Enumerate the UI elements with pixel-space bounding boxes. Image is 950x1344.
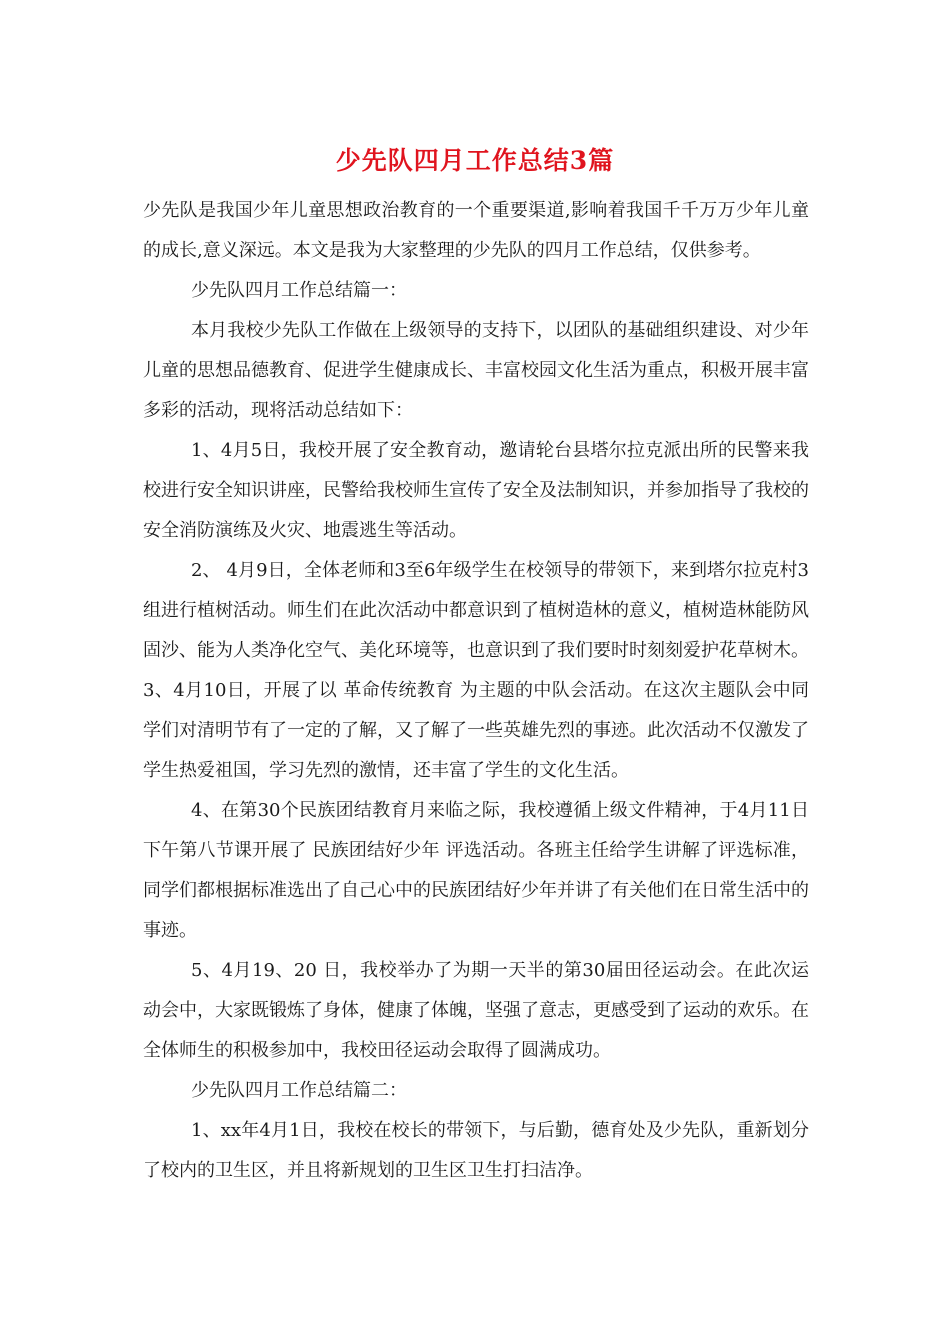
section-heading-two: 少先队四月工作总结篇二： [191, 1080, 407, 1101]
paragraph: 1、4月5日，我校开展了安全教育动，邀请轮台县塔尔拉克派出所的民警来我校进行安全知识讲座，民警给我校师生宣传了安全及法制知识，并参加指导了我校的安全消防演练及火灾、地震逃生等活动。 [143, 440, 809, 541]
section-heading-one: 少先队四月工作总结篇一： [191, 280, 407, 301]
paragraph: 本月我校少先队工作做在上级领导的支持下，以团队的基础组织建设、对少年儿童的思想品德教育、促进学生健康成长、丰富校园文化生活为重点，积极开展丰富多彩的活动，现将活动总结如下： [143, 320, 809, 421]
document-body [143, 191, 809, 1191]
document-title: 少先队四月工作总结3篇 [335, 146, 615, 175]
paragraph: 1、xx年4月1日，我校在校长的带领下，与后勤，德育处及少先队，重新划分了校内的卫生区，并且将新规划的卫生区卫生打扫洁净。 [143, 1120, 809, 1181]
paragraph: 4、在第30个民族团结教育月来临之际，我校遵循上级文件精神，于4月11日下午第八节课开展了 民族团结好少年 评选活动。各班主任给学生讲解了评选标准，同学们都根据标准选出了自己心中的民族团结好少年并讲了有关他们在日常生活中的事迹。 [143, 800, 809, 941]
paragraph: 2、 4月9日，全体老师和3至6年级学生在校领导的带领下，来到塔尔拉克村3组进行植树活动。师生们在此次活动中都意识到了植树造林的意义，植树造林能防风固沙、能为人类净化空气、美化环境等，也意识到了我们要时时刻刻爱护花草树木。 3、4月10日，开展了以 革命传统教育 为主题的中队会活动。在这次主题队会中同学们对清明节有了一定的了解，又了解了一些英雄先烈的事迹。此次活动不仅激发了学生热爱祖国，学习先烈的激情，还丰富了学生的文化生活。 [143, 560, 809, 781]
paragraph: 5、4月19、20 日，我校举办了为期一天半的第30届田径运动会。在此次运动会中，大家既锻炼了身体，健康了体魄，坚强了意志，更感受到了运动的欢乐。在全体师生的积极参加中，我校田径运动会取得了圆满成功。 [143, 960, 809, 1061]
paragraph-intro: 少先队是我国少年儿童思想政治教育的一个重要渠道,影响着我国千千万万少年儿童的成长,意义深远。本文是我为大家整理的少先队的四月工作总结，仅供参考。 [143, 200, 809, 261]
